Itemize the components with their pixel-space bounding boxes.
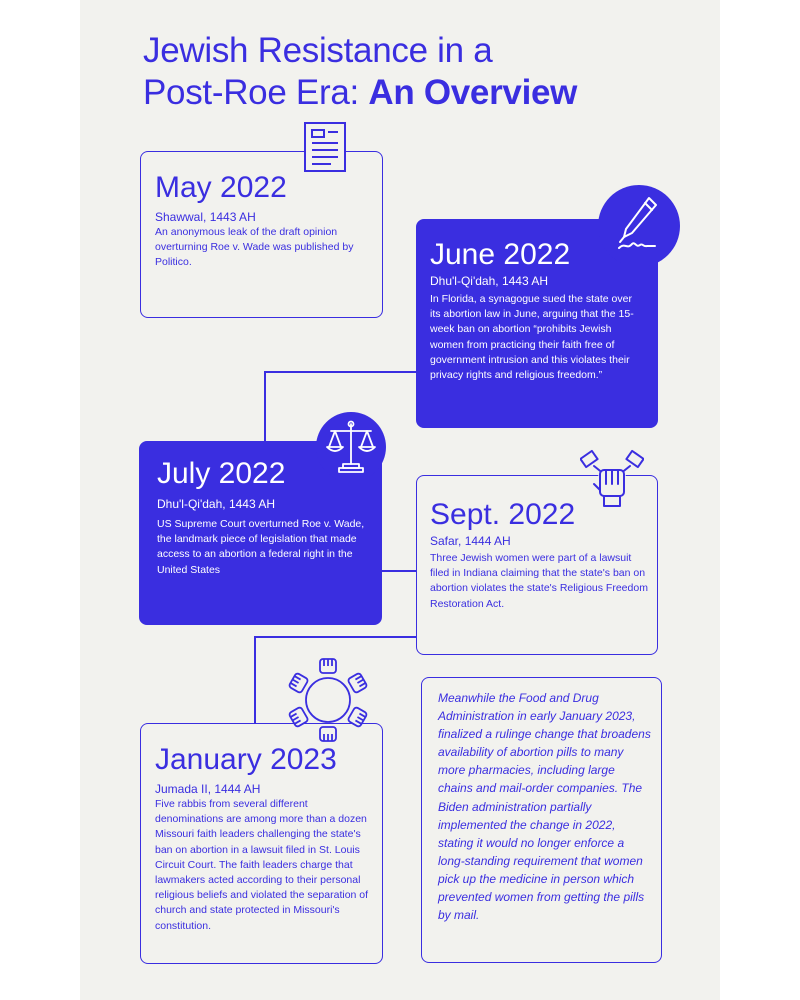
title-bold: An Overview <box>368 73 578 112</box>
event-date: June 2022 <box>430 238 571 271</box>
circle-of-hands-icon <box>278 657 378 743</box>
event-description: In Florida, a synagogue sued the state over its abortion law in June, arguing that the 15-week ban on abortion “prohibits Jewish women from practicing their faith free of government intrusion and this violates their privacy rights and religious freedom.” <box>430 293 634 382</box>
connector-line <box>254 636 256 723</box>
title-line-2: Post-Roe Era: <box>143 73 369 112</box>
document-icon <box>303 121 347 173</box>
connector-line <box>264 371 266 441</box>
title-line-1: Jewish Resistance in a <box>143 31 493 70</box>
event-hijri-date: Dhu'l-Qi'dah, 1443 AH <box>430 274 548 288</box>
event-date: May 2022 <box>155 171 287 204</box>
page-title <box>143 30 703 114</box>
event-date: Sept. 2022 <box>430 498 576 531</box>
connector-line <box>264 371 416 373</box>
connector-line <box>381 570 417 572</box>
event-hijri-date: Safar, 1444 AH <box>430 534 511 548</box>
joined-hands-icon <box>580 448 644 510</box>
event-description: An anonymous leak of the draft opinion overturning Roe v. Wade was published by Politico. <box>155 226 354 269</box>
timeline-card-may-2022 <box>140 151 383 318</box>
fda-note-text: Meanwhile the Food and Drug Administration in early January 2023, finalized a rulinge change that broadens availability of abortion pills to many more pharmacies, including large chains and mail-order companies. The Biden administration partially implemented the change in 2022, stating it would no longer enforce a long-standing requirement that women pick up the medicine in person which prevented women from getting the pills by mail. <box>438 691 651 923</box>
event-hijri-date: Shawwal, 1443 AH <box>155 210 256 224</box>
timeline-card-january-2023 <box>140 723 383 964</box>
connector-line <box>254 636 417 638</box>
scales-of-justice-icon <box>315 411 387 483</box>
event-description: US Supreme Court overturned Roe v. Wade, the landmark piece of legislation that made access to an abortion a federal right in the United States <box>157 518 365 576</box>
event-description: Five rabbis from several different denominations are among more than a dozen Missouri faith leaders challenging the state's ban on abortion in a lawsuit filed in St. Louis Circuit Court. The faith leaders charge that lawmakers acted according to their personal religious beliefs and violated the separation of church and state protected in Missouri's constitution. <box>155 798 369 932</box>
event-hijri-date: Dhu'l-Qi'dah, 1443 AH <box>157 497 275 511</box>
event-date: July 2022 <box>157 457 286 490</box>
event-hijri-date: Jumada II, 1444 AH <box>155 782 261 796</box>
event-date: January 2023 <box>155 743 337 776</box>
event-description: Three Jewish women were part of a lawsuit filed in Indiana claiming that the state's ban on abortion violates the state's Religious Freedom Restoration Act. <box>430 552 648 610</box>
pen-signature-icon <box>597 184 681 268</box>
